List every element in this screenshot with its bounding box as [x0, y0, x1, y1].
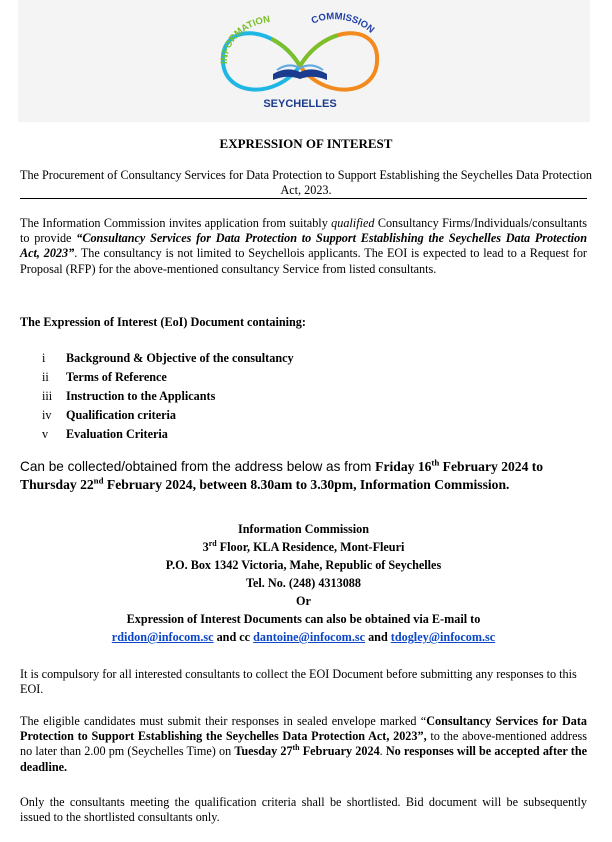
contact-address-block	[20, 520, 587, 646]
list-item	[20, 387, 580, 406]
floor-suffix: rd	[208, 538, 217, 548]
list-item-number: ii	[42, 370, 49, 384]
email-link-rdidon[interactable]: rdidon@infocom.sc	[111, 630, 214, 644]
end-date-suffix: nd	[93, 475, 104, 486]
list-item-text: Terms of Reference	[66, 370, 167, 384]
address-po-box: P.O. Box 1342 Victoria, Mahe, Republic of Seychelles	[165, 558, 442, 572]
list-item-text: Background & Objective of the consultancy	[66, 351, 294, 365]
document-subtitle: The Procurement of Consultancy Services for Data Protection to Support Establishing the Seychelles Data Protection Act, 2023.	[20, 168, 593, 197]
start-date-suffix: th	[431, 457, 440, 468]
email-note: Expression of Interest Documents can also be obtained via E-mail to	[126, 612, 481, 626]
list-item-text: Qualification criteria	[66, 408, 176, 422]
title-divider	[20, 198, 587, 199]
logo-bottom-text: SEYCHELLES	[263, 98, 337, 110]
deadline-day: Tuesday 27	[234, 744, 293, 759]
submission-text-1: The eligible candidates must submit their responses in sealed envelope marked “	[20, 714, 427, 728]
eoi-document-list	[20, 349, 580, 444]
email-link-dantoine[interactable]: dantoine@infocom.sc	[253, 630, 366, 644]
shortlist-paragraph: Only the consultants meeting the qualification criteria shall be shortlisted. Bid document will be subsequently issued to the shortlisted consultants only.	[20, 795, 587, 825]
intro-text-3: . The consultancy is not limited to Seychellois applicants. The EOI is expected to lead to a Request for Proposal (RFP) for the above-mentioned consultancy Service from listed consultants.	[20, 246, 587, 276]
intro-text-2: Consultancy Firms/Individuals/consultants to provide	[20, 216, 588, 246]
list-item	[20, 406, 580, 425]
address-telephone: Tel. No. (248) 4313088	[246, 576, 361, 590]
collection-notice	[20, 458, 590, 494]
list-item	[20, 425, 580, 444]
collection-lead: Can be collected/obtained from the address below as from	[20, 459, 376, 474]
date-range-end: February 2024, between 8.30am to 3.30pm, Information Commission.	[103, 477, 510, 492]
address-organisation: Information Commission	[237, 522, 370, 536]
svg-text:INFORMATION	[219, 14, 271, 64]
list-item-number: i	[42, 351, 46, 365]
information-commission-logo	[195, 4, 405, 112]
list-item-number: iv	[42, 408, 52, 422]
eoi-document-heading: The Expression of Interest (EoI) Document containing:	[20, 315, 306, 329]
intro-text-1: The Information Commission invites application from suitably	[20, 216, 332, 230]
intro-qualified: qualified	[331, 216, 375, 230]
address-or: Or	[296, 594, 311, 608]
email-links	[20, 628, 587, 646]
deadline-month-year: February 2024	[299, 744, 380, 759]
deadline-suffix: th	[292, 743, 300, 753]
address-floor	[20, 538, 587, 556]
list-item-text: Evaluation Criteria	[66, 427, 168, 441]
list-item-number: v	[42, 427, 49, 441]
list-item-number: iii	[42, 389, 53, 403]
email-link-tdogley[interactable]: tdogley@infocom.sc	[390, 630, 496, 644]
intro-service-name: “Consultancy Services for Data Protection to Support Establishing the Seychelles Data Protection Act, 2023”	[20, 231, 587, 261]
list-item	[20, 368, 580, 387]
floor-number: 3	[202, 540, 209, 554]
date-range-middle: February 2024 to Thursday 22	[20, 459, 544, 492]
email-and-text: and	[365, 630, 391, 644]
document-title: EXPRESSION OF INTEREST	[219, 136, 393, 151]
list-item	[20, 349, 580, 368]
logo-arc-right-text: COMMISSION	[309, 11, 377, 36]
list-item-text: Instruction to the Applicants	[66, 389, 216, 403]
logo-arc-left-text: INFORMATION	[218, 13, 271, 65]
no-late-responses: No responses will be accepted after the deadline.	[20, 744, 588, 774]
submission-paragraph	[20, 714, 587, 775]
start-date: Friday 16	[375, 459, 432, 474]
submission-deadline	[234, 744, 379, 758]
submission-text-3: .	[379, 744, 386, 759]
submission-envelope-label: Consultancy Services for Data Protection to Support Establishing the Seychelles Data Protection Act, 2023”,	[20, 714, 587, 744]
floor-location: Floor, KLA Residence, Mont-Fleuri	[216, 540, 405, 554]
compulsory-paragraph: It is compulsory for all interested consultants to collect the EOI Document before submitting any responses to this EOI.	[20, 667, 577, 697]
email-cc-text: and cc	[213, 630, 254, 644]
submission-text-2: to the above-mentioned address no later than 2.00 pm (Seychelles Time) on	[20, 729, 587, 759]
intro-paragraph	[20, 216, 587, 277]
